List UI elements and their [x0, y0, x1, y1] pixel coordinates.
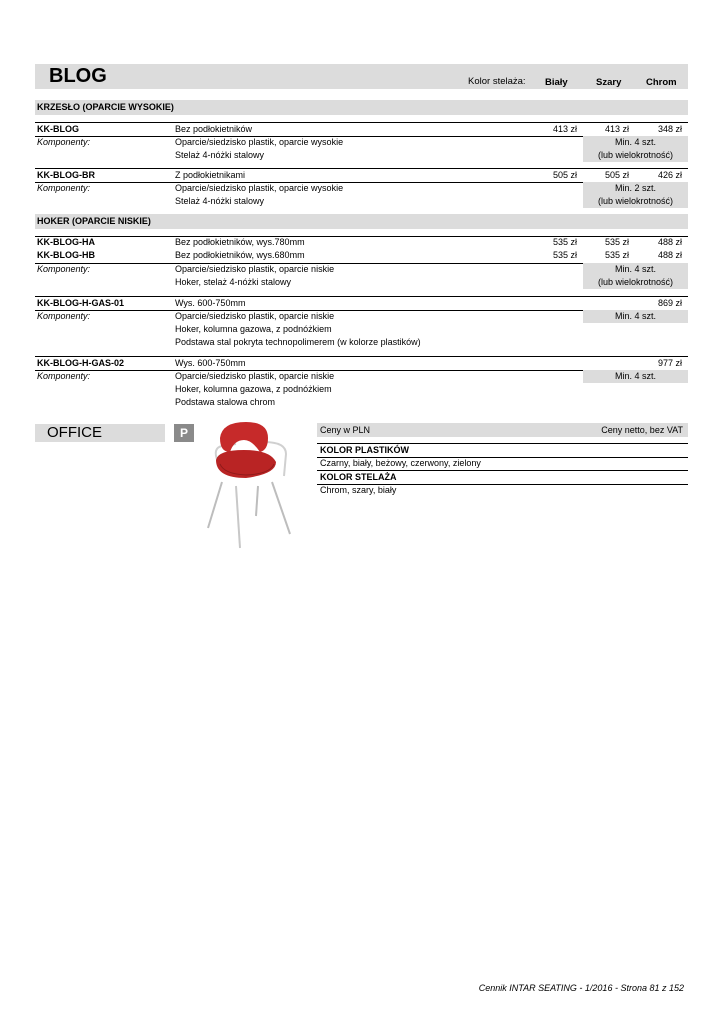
frame-color-list: Chrom, szary, biały — [320, 485, 397, 495]
min-order-note: (lub wielokrotność) — [583, 276, 688, 289]
product-row — [35, 297, 688, 310]
column-header-grey: Szary — [596, 77, 622, 88]
vat-note: Ceny netto, bez VAT — [601, 425, 683, 435]
product-code: KK-BLOG-HB — [37, 250, 95, 260]
component-item: Oparcie/siedzisko plastik, oparcie niskie — [175, 264, 335, 274]
components-row — [35, 263, 688, 276]
office-label: OFFICE — [47, 424, 102, 441]
components-row — [35, 370, 688, 383]
product-description: Bez podłokietników — [175, 124, 253, 134]
components-label: Komponenty: — [37, 264, 91, 274]
p-badge: P — [174, 424, 194, 442]
product-description: Bez podłokietników, wys.680mm — [175, 250, 305, 260]
min-order-note: (lub wielokrotność) — [583, 195, 688, 208]
product-row — [35, 123, 688, 136]
product-title: BLOG — [49, 65, 107, 87]
component-item: Oparcie/siedzisko plastik, oparcie wysokie — [175, 183, 344, 193]
price-grey: 505 zł — [604, 170, 629, 180]
min-order-note: Min. 4 szt. — [583, 263, 688, 276]
product-row — [35, 236, 688, 249]
section-title: HOKER (OPARCIE NISKIE) — [37, 216, 151, 226]
component-item: Stelaż 4-nóżki stalowy — [175, 150, 265, 160]
product-description: Bez podłokietników, wys.780mm — [175, 237, 305, 247]
min-order-note: Min. 4 szt. — [583, 310, 688, 323]
component-item: Podstawa stal pokryta technopolimerem (w kolorze plastików) — [175, 337, 421, 347]
price-chrome: 488 zł — [657, 250, 682, 260]
components-label: Komponenty: — [37, 311, 91, 321]
components-row — [35, 195, 688, 208]
price-chrome: 426 zł — [657, 170, 682, 180]
price-grey: 535 zł — [604, 250, 629, 260]
red-chair-illustration — [200, 420, 300, 552]
currency-note: Ceny w PLN — [320, 425, 371, 435]
product-row — [35, 249, 688, 262]
price-grey: 535 zł — [604, 237, 629, 247]
product-row — [35, 357, 688, 370]
components-row — [35, 310, 688, 323]
component-item: Hoker, stelaż 4-nóżki stalowy — [175, 277, 292, 287]
frame-color-heading: KOLOR STELAŻA — [320, 472, 397, 482]
components-row — [35, 149, 688, 162]
price-white: 535 zł — [552, 250, 577, 260]
components-label: Komponenty: — [37, 183, 91, 193]
component-item: Hoker, kolumna gazowa, z podnóżkiem — [175, 324, 332, 334]
product-code: KK-BLOG-BR — [37, 170, 95, 180]
office-badge — [35, 424, 165, 442]
page-footer: Cennik INTAR SEATING - 1/2016 - Strona 81 z 152 — [478, 983, 684, 993]
product-description: Wys. 600-750mm — [175, 358, 246, 368]
product-header — [35, 64, 688, 89]
price-chrome: 488 zł — [657, 237, 682, 247]
component-item: Podstawa stalowa chrom — [175, 397, 276, 407]
components-label: Komponenty: — [37, 371, 91, 381]
components-row — [35, 182, 688, 195]
plastic-color-list: Czarny, biały, beżowy, czerwony, zielony — [320, 458, 481, 468]
price-info-bar — [317, 423, 688, 437]
price-chrome: 348 zł — [657, 124, 682, 134]
product-code: KK-BLOG-HA — [37, 237, 95, 247]
product-description: Z podłokietnikami — [175, 170, 246, 180]
column-header-white: Biały — [545, 77, 568, 88]
price-white: 535 zł — [552, 237, 577, 247]
section-title: KRZESŁO (OPARCIE WYSOKIE) — [37, 102, 174, 112]
components-row — [35, 136, 688, 149]
column-header-chrome: Chrom — [646, 77, 677, 88]
component-item: Oparcie/siedzisko plastik, oparcie niskie — [175, 371, 335, 381]
price: 869 zł — [657, 298, 682, 308]
components-row — [35, 336, 688, 349]
components-row — [35, 323, 688, 336]
component-item: Oparcie/siedzisko plastik, oparcie niskie — [175, 311, 335, 321]
frame-color-label: Kolor stelaża: — [468, 76, 526, 87]
component-item: Oparcie/siedzisko plastik, oparcie wysokie — [175, 137, 344, 147]
product-code: KK-BLOG-H-GAS-01 — [37, 298, 124, 308]
product-description: Wys. 600-750mm — [175, 298, 246, 308]
price: 977 zł — [657, 358, 682, 368]
components-row — [35, 276, 688, 289]
section-heading — [35, 214, 688, 229]
min-order-note: Min. 2 szt. — [583, 182, 688, 195]
section-heading — [35, 100, 688, 115]
min-order-note: (lub wielokrotność) — [583, 149, 688, 162]
product-code: KK-BLOG — [37, 124, 79, 134]
component-item: Hoker, kolumna gazowa, z podnóżkiem — [175, 384, 332, 394]
price-white: 505 zł — [552, 170, 577, 180]
component-item: Stelaż 4-nóżki stalowy — [175, 196, 265, 206]
chair-svg — [200, 420, 300, 552]
components-row — [35, 396, 688, 409]
price-grey: 413 zł — [604, 124, 629, 134]
min-order-note: Min. 4 szt. — [583, 370, 688, 383]
product-code: KK-BLOG-H-GAS-02 — [37, 358, 124, 368]
plastic-color-heading: KOLOR PLASTIKÓW — [320, 445, 409, 455]
product-row — [35, 169, 688, 182]
price-white: 413 zł — [552, 124, 577, 134]
components-label: Komponenty: — [37, 137, 91, 147]
components-row — [35, 383, 688, 396]
min-order-note: Min. 4 szt. — [583, 136, 688, 149]
